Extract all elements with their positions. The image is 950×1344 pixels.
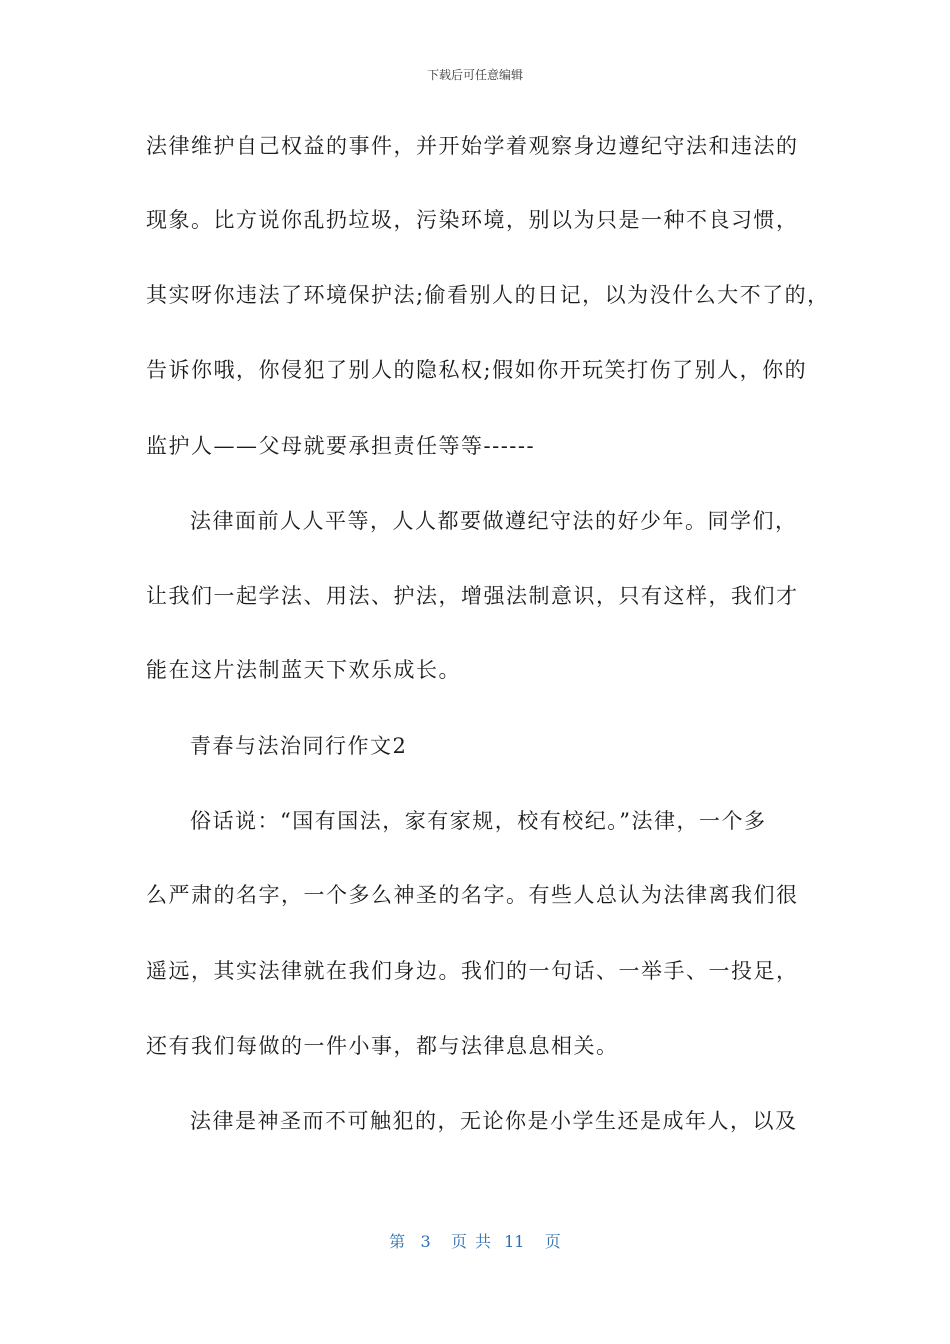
text-line-11: 么严肃的名字，一个多么神圣的名字。有些人总认为法律离我们很 [146,883,799,907]
header-note: 下载后可任意编辑 [426,68,523,82]
page-label-suffix: 页 [544,1232,561,1251]
text-line-1: 法律维护自己权益的事件，并开始学着观察身边遵纪守法和违法的 [146,134,799,158]
text-line-7: 让我们一起学法、用法、护法，增强法制意识，只有这样，我们才 [146,584,799,608]
current-page-number: 3 [420,1232,431,1251]
text-line-3: 其实呀你违法了环境保护法;偷看别人的日记，以为没什么大不了的， [146,283,830,307]
text-line-4: 告诉你哦，你侵犯了别人的隐私权;假如你开玩笑打伤了别人，你的 [146,358,808,382]
paragraph-start-line: 法律是神圣而不可触犯的，无论你是小学生还是成年人，以及 [190,1109,798,1133]
paragraph-start-line: 俗话说：“国有国法，家有家规，校有校纪。”法律，一个多 [190,809,767,833]
text-line-13: 还有我们每做的一件小事，都与法律息息相关。 [146,1034,619,1058]
text-line-12: 遥远，其实法律就在我们身边。我们的一句话、一举手、一投足， [146,959,799,983]
page-label-mid: 页共 [450,1232,499,1251]
text-line-5: 监护人——父母就要承担责任等等------ [146,434,536,458]
section-heading: 青春与法治同行作文2 [190,734,408,758]
paragraph-start-line: 法律面前人人平等，人人都要做遵纪守法的好少年。同学们， [190,509,798,533]
text-line-8: 能在这片法制蓝天下欢乐成长。 [146,658,461,682]
total-pages-number: 11 [504,1232,525,1251]
text-line-2: 现象。比方说你乱扔垃圾，污染环境，别以为只是一种不良习惯， [146,208,799,232]
page-label-prefix: 第 [389,1232,406,1251]
page-footer [0,1229,950,1252]
